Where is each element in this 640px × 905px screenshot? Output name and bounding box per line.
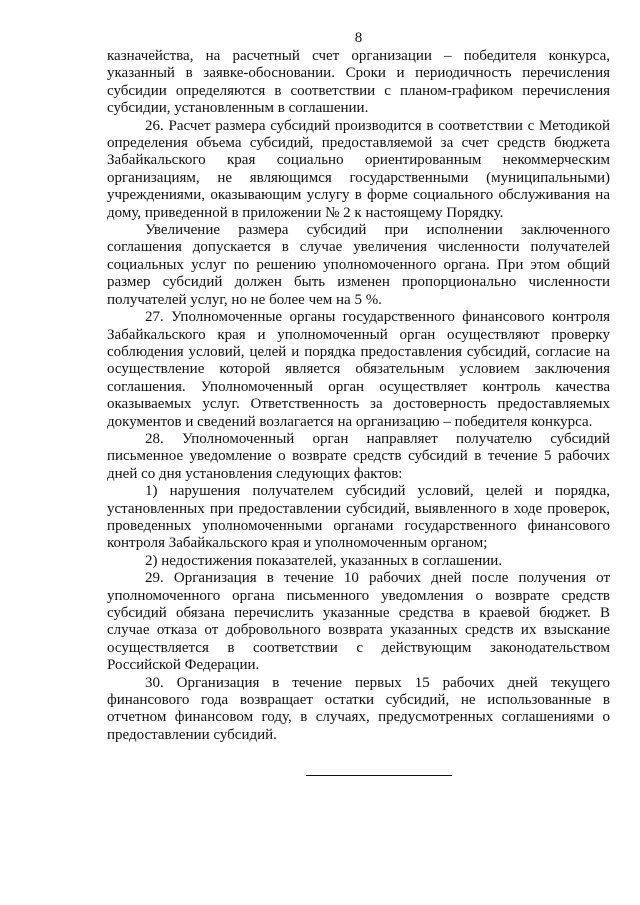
clause-28-item-2: 2) недостижения показателей, указанных в соглашении.: [145, 552, 503, 569]
clause-27: 27. Уполномоченные органы государственного финансового контроля Забайкальского края и уполномоченный орган осуществляют проверку соблюдения условий, целей и порядка предоставления субсидий, согласие на осуществление которой является обязательным условием заключения соглашения. Уполномоченный орган осуществляет контроль качества оказываемых услуг. Ответственность за достоверность предоставляемых документов и сведений возлагается на организацию – победителя конкурса.: [107, 309, 610, 430]
page-number: 8: [354, 30, 363, 46]
clause-26-subsidy-increase: Увеличение размера субсидий при исполнении заключенного соглашения допускается в случае увеличения численности получателей социальных услуг по решению уполномоченного органа. При этом общий размер субсидий должен быть изменен пропорционально численности получателей услуг, но не более чем на 5 %.: [107, 222, 610, 308]
clause-28: 28. Уполномоченный орган направляет получателю субсидий письменное уведомление о возврате средств субсидий в течение 5 рабочих дней со дня установления следующих фактов:: [107, 430, 610, 482]
paragraph-continuation: казначейства, на расчетный счет организации – победителя конкурса, указанный в заявке-обосновании. Сроки и периодичность перечисления субсидии определяются в соответствии с планом-графиком перечисления субсидии, установленным в соглашении.: [107, 48, 610, 117]
document-body: [107, 48, 610, 744]
clause-28-item-1: 1) нарушения получателем субсидий условий, целей и порядка, установленных при предоставлении субсидий, выявленного в ходе проверок, проведенных уполномоченными органами государственного финансового контроля Забайкальского края и уполномоченным органом;: [107, 483, 610, 552]
clause-30: 30. Организация в течение первых 15 рабочих дней текущего финансового года возвращает остатки субсидий, не использованные в отчетном финансовом году, в случаях, предусмотренных соглашениями о предоставлении субсидий.: [107, 674, 610, 743]
clause-26: 26. Расчет размера субсидий производится в соответствии с Методикой определения объема субсидий, предоставляемой за счет средств бюджета Забайкальского края социально ориентированным некоммерческим организациям, не являющимся государственными (муниципальными) учреждениями, оказывающим услугу в форме социального обслуживания на дому, приведенной в приложении № 2 к настоящему Порядку.: [107, 117, 610, 221]
clause-29: 29. Организация в течение 10 рабочих дней после получения от уполномоченного органа письменного уведомления о возврате средств субсидий обязана перечислить указанные средства в краевой бюджет. В случае отказа от добровольного возврата указанных средств их взыскание осуществляется в соответствии с действующим законодательством Российской Федерации.: [107, 570, 610, 674]
end-separator-line: [306, 775, 452, 776]
